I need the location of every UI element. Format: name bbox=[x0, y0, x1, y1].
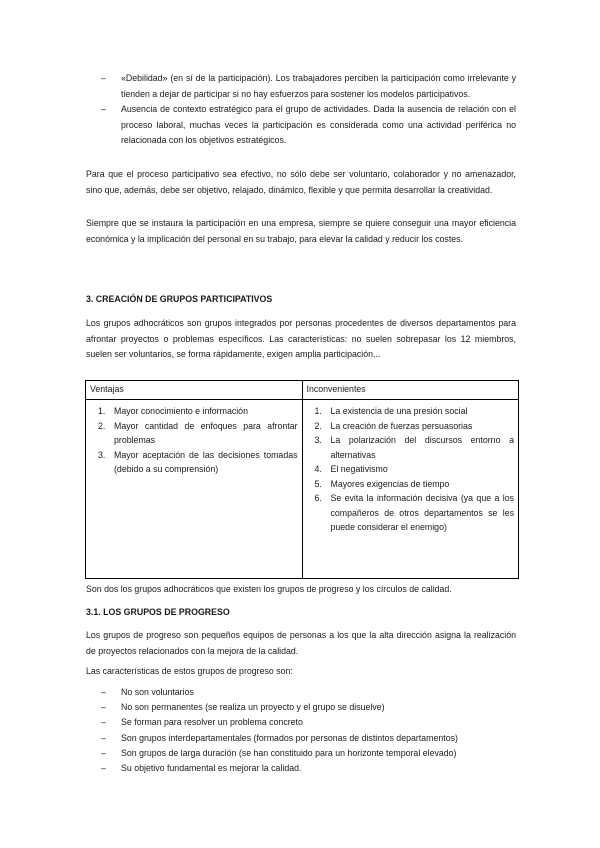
section-heading-3: 3. CREACIÓN DE GRUPOS PARTICIPATIVOS bbox=[86, 294, 273, 304]
paragraph-adhocratic-groups: Los grupos adhocráticos son grupos integrados por personas procedentes de diversos departamentos para afrontar proyectos o problemas específicos. Las características: no suelen sobrepasar los 12 miembros, suelen ser voluntarios, se forma rápidamente, exigen amplia participación... bbox=[86, 318, 516, 359]
list-item: 2. La creación de fuerzas persuasorias bbox=[314, 420, 473, 431]
list-item: – Su objetivo fundamental es mejorar la calidad. bbox=[101, 761, 531, 776]
list-item: – No son permanentes (se realiza un proyecto y el grupo se disuelve) bbox=[101, 700, 531, 715]
list-item: 1. Mayor conocimiento e información bbox=[98, 406, 248, 416]
list-item: 6. Se evita la información decisiva (ya que a los compañeros de otros departamentos se les puede considerar el enemigo) bbox=[314, 493, 514, 532]
table-header-ventajas: Ventajas bbox=[86, 381, 303, 400]
list-item: 3. La polarización del discursos entorno a alternativas bbox=[314, 435, 514, 460]
paragraph-participation-goal: Siempre que se instaura la participación en una empresa, siempre se quiere conseguir una mayor eficiencia económica y la implicación del personal en su trabajo, para elevar la calidad y reducir los costes. bbox=[86, 218, 516, 244]
ventajas-cell bbox=[86, 400, 303, 579]
paragraph-two-groups: Son dos los grupos adhocráticos que existen los grupos de progreso y los círculos de calidad. bbox=[86, 584, 452, 594]
paragraph-characteristics-intro: Las características de estos grupos de progreso son: bbox=[86, 666, 293, 676]
list-item: – Son grupos interdepartamentales (formados por personas de distintos departamentos) bbox=[101, 731, 531, 746]
list-item: – No son voluntarios bbox=[101, 685, 531, 700]
list-item: – Ausencia de contexto estratégico para el grupo de actividades. Dada la ausencia de relación con el proceso laboral, muchas veces la participación es considerada como una actividad periférica no relacionada con los objetivos estratégicos. bbox=[101, 102, 516, 149]
paragraph-progress-groups: Los grupos de progreso son pequeños equipos de personas a los que la alta dirección asigna la realización de proyectos relacionados con la mejora de la calidad. bbox=[86, 630, 516, 656]
intro-dash-list bbox=[101, 71, 516, 149]
list-item: 1. La existencia de una presión social bbox=[314, 406, 468, 416]
list-item: – Son grupos de larga duración (se han constituido para un horizonte temporal elevado) bbox=[101, 746, 531, 761]
inconvenientes-cell bbox=[302, 400, 519, 579]
list-item: 5. Mayores exigencias de tiempo bbox=[314, 478, 450, 489]
paragraph-effective-process: Para que el proceso participativo sea efectivo, no sólo debe ser voluntario, colaborador y no amenazador, sino que, además, debe ser objetivo, relajado, dinámico, flexible y que permita desarrollar la creatividad. bbox=[86, 169, 516, 195]
list-item: 2. Mayor cantidad de enfoques para afrontar problemas bbox=[98, 420, 298, 445]
table-header-inconvenientes: Inconvenientes bbox=[302, 381, 519, 400]
ventajas-list bbox=[90, 404, 298, 477]
list-item: – Se forman para resolver un problema concreto bbox=[101, 715, 531, 730]
inconvenientes-list bbox=[307, 404, 515, 535]
list-item: – «Debilidad» (en sí de la participación). Los trabajadores perciben la participación como irrelevante y tienden a dejar de participar si no hay esfuerzos para sostener los modelos participativos. bbox=[101, 71, 516, 102]
list-item: 4. El negativismo bbox=[314, 464, 388, 474]
list-item: 3. Mayor aceptación de las decisiones tomadas (debido a su comprensión) bbox=[98, 449, 298, 474]
section-heading-3-1: 3.1. LOS GRUPOS DE PROGRESO bbox=[86, 607, 230, 617]
characteristics-dash-list bbox=[101, 685, 531, 776]
advantages-disadvantages-table bbox=[85, 380, 519, 579]
